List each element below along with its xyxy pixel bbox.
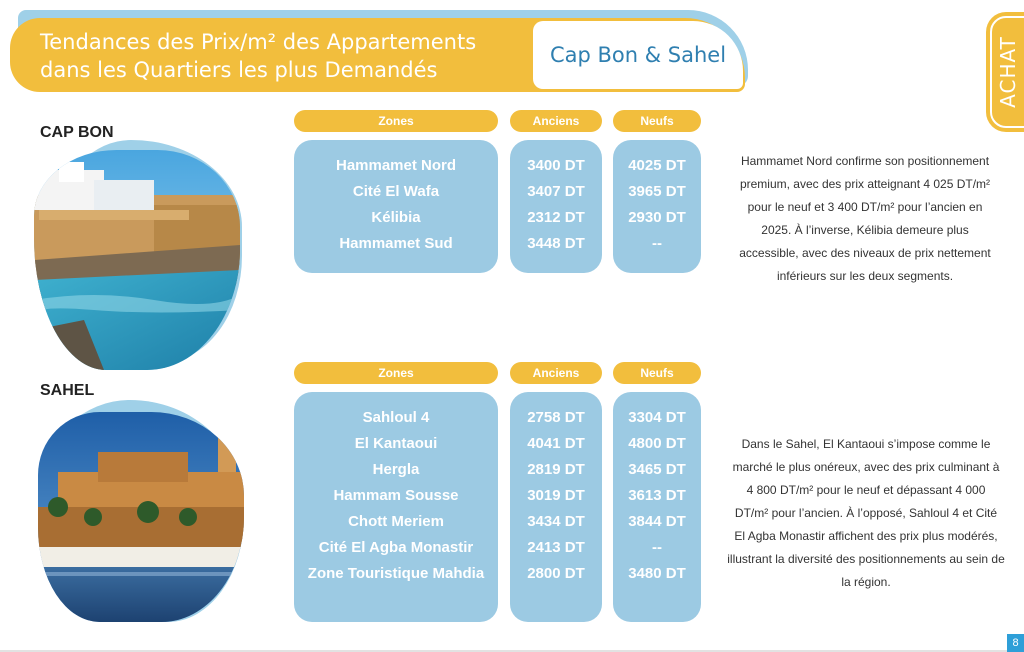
cap-bon-header-neufs: Neufs bbox=[613, 110, 701, 132]
anciens-cell: 3400 DT bbox=[527, 157, 585, 174]
anciens-cell: 2800 DT bbox=[527, 565, 585, 582]
description-line: Dans le Sahel, El Kantaoui s’impose comme le bbox=[741, 437, 991, 451]
anciens-cell: 3434 DT bbox=[527, 513, 585, 530]
neufs-cell: 3465 DT bbox=[628, 461, 686, 478]
anciens-cell: 3019 DT bbox=[527, 487, 585, 504]
ribat-fortress-image bbox=[38, 412, 244, 622]
sahel-header-zones: Zones bbox=[294, 362, 498, 384]
description-line: marché le plus onéreux, avec des prix culminant à bbox=[732, 460, 1000, 474]
sahel-title: SAHEL bbox=[40, 382, 95, 399]
neufs-cell: 3844 DT bbox=[628, 513, 686, 530]
anciens-cell: 3448 DT bbox=[527, 235, 585, 252]
description-line: 4 800 DT/m² pour le neuf et dépassant 4 000 bbox=[746, 483, 986, 497]
neufs-cell: 3613 DT bbox=[628, 487, 686, 504]
sahel-neufs-column bbox=[613, 392, 701, 622]
sahel-description bbox=[720, 433, 1012, 594]
description-line: DT/m² pour l’ancien. À l’opposé, Sahloul 4 et Cité bbox=[734, 506, 998, 520]
neufs-cell: 3480 DT bbox=[628, 565, 686, 582]
sahel-anciens-column bbox=[510, 392, 602, 622]
description-line: pour le neuf et 3 400 DT/m² pour l’ancien en bbox=[747, 200, 983, 214]
page-subtitle: Cap Bon & Sahel bbox=[533, 21, 743, 89]
coastal-medina-image bbox=[34, 150, 240, 370]
page-title-line2: dans les Quartiers les plus Demandés bbox=[40, 58, 438, 82]
zone-cell: Kélibia bbox=[371, 209, 421, 226]
cap-bon-photo bbox=[34, 150, 240, 370]
anciens-cell: 2312 DT bbox=[527, 209, 585, 226]
anciens-cell: 2758 DT bbox=[527, 409, 585, 426]
sahel-zones-column bbox=[294, 392, 498, 622]
zone-cell: Cité El Agba Monastir bbox=[318, 539, 474, 556]
description-line: la région. bbox=[841, 575, 891, 589]
description-line: Hammamet Nord confirme son positionnement bbox=[740, 154, 990, 168]
sahel-header-anciens: Anciens bbox=[510, 362, 602, 384]
anciens-cell: 4041 DT bbox=[527, 435, 585, 452]
cap-bon-header-zones: Zones bbox=[294, 110, 498, 132]
anciens-cell: 2819 DT bbox=[527, 461, 585, 478]
description-line: premium, avec des prix atteignant 4 025 DT/m² bbox=[739, 177, 991, 191]
zone-cell: Hammam Sousse bbox=[333, 487, 459, 504]
description-line: accessible, avec des niveaux de prix nettement bbox=[739, 246, 991, 260]
neufs-cell: 4025 DT bbox=[628, 157, 686, 174]
neufs-cell: 2930 DT bbox=[628, 209, 686, 226]
sahel-photo bbox=[38, 412, 244, 622]
cap-bon-title: CAP BON bbox=[40, 124, 114, 141]
neufs-cell: -- bbox=[652, 539, 662, 556]
neufs-cell: 4800 DT bbox=[628, 435, 686, 452]
zone-cell: Hergla bbox=[372, 461, 420, 478]
zone-cell: El Kantaoui bbox=[354, 435, 438, 452]
description-line: 2025. À l’inverse, Kélibia demeure plus bbox=[761, 223, 969, 237]
zone-cell: Sahloul 4 bbox=[362, 409, 430, 426]
cap-bon-description bbox=[720, 150, 1010, 288]
zone-cell: Zone Touristique Mahdia bbox=[307, 565, 485, 582]
anciens-cell: 3407 DT bbox=[527, 183, 585, 200]
description-line: El Agba Monastir affichent des prix plus modérés, bbox=[734, 529, 998, 543]
description-line: inférieurs sur les deux segments. bbox=[776, 269, 954, 283]
zone-cell: Cité El Wafa bbox=[352, 183, 440, 200]
page-number: 8 bbox=[1007, 634, 1024, 652]
description-line: illustrant la diversité des positionnements au sein de bbox=[727, 552, 1005, 566]
page-title-line1: Tendances des Prix/m² des Appartements bbox=[40, 30, 477, 54]
neufs-cell: 3965 DT bbox=[628, 183, 686, 200]
zone-cell: Hammamet Sud bbox=[339, 235, 453, 252]
achat-tab-label: ACHAT bbox=[996, 36, 1020, 108]
page-title bbox=[40, 28, 520, 84]
neufs-cell: 3304 DT bbox=[628, 409, 686, 426]
cap-bon-header-anciens: Anciens bbox=[510, 110, 602, 132]
zone-cell: Hammamet Nord bbox=[335, 157, 457, 174]
sahel-header-neufs: Neufs bbox=[613, 362, 701, 384]
anciens-cell: 2413 DT bbox=[527, 539, 585, 556]
zone-cell: Chott Meriem bbox=[348, 513, 444, 530]
neufs-cell: -- bbox=[652, 235, 662, 252]
